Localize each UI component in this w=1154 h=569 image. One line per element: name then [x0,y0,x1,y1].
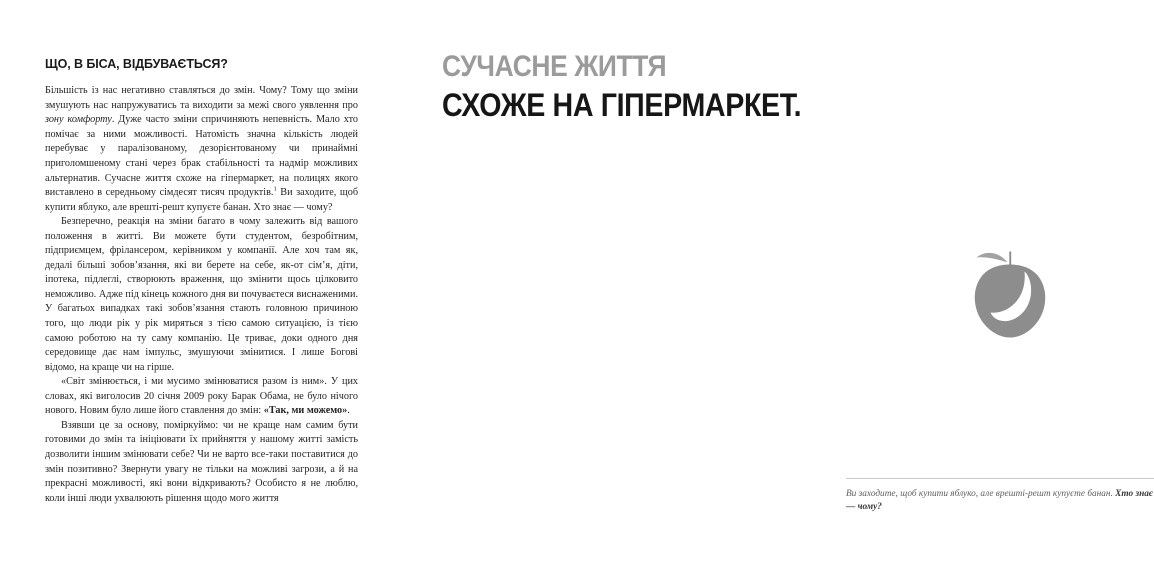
chapter-display-heading [442,50,802,123]
body-paragraph-4: Взявши це за основу, поміркуймо: чи не краще нам самим бути готовими до змін та ініціювати їх прийняття у нашому житті замість дозволити іншим змінювати себе? Чи не варто все-таки поставитися до змін позитивно? Звернути увагу не тільки на можливі загрози, а й на прекрасні можливості, які вони відкривають? Особисто я не люблю, коли інші люди ухвалюють рішення щодо мого життя [45,419,358,504]
caption-divider [846,478,1154,479]
body-paragraph-1: Більшість із нас негативно ставляться до змін. Чому? Тому що зміни змушують нас напружуватись та виходити за межі свого уявлення про зону комфорту. Дуже часто зміни спричиняють непевність. Мало хто помічає за ними можливості. Натомість значна кількість людей перебуває у паралізованому, дезорієнтованому чи принаймні приголомшеному стані через брак стабільності та надмір можливих альтернатив. Сучасне життя схоже на гіпермаркет, на полицях якого виставлено в середньому сімдесят тисяч продуктів.$^1$ Ви заходите, щоб купити яблуко, але врешті-решт купуєте банан. Хто знає — чому? [45,85,358,213]
body-paragraph-2: Безперечно, реакція на зміни багато в чому залежить від вашого положення в житті. Ви можете бути студентом, безробітним, підприємцем, фрілансером, керівником у компанії. Але хоч там як, дедалі більші зобов’язання, які ви берете на себе, як-от сім’я, діти, іпотека, підлеглі, створюють враження, що змінити щось цілковито неможливо. Адже під кінець кожного дня ви почуваєтеся виснаженими. У багатьох випадках такі зобов’язання стають головною причиною того, що люди рік у рік миряться з тією самою ситуацією, із тією самою роботою на ту саму компанію. Це триває, доки одного дня середовище дає нам імпульс, змушуючи змінитися. І лише Богові відомо, на краще чи на гірше. [45,216,358,373]
pull-quote-caption [846,478,1154,514]
apple-with-banana-cutout-icon [966,243,1054,339]
apple-leaf-icon [977,253,1008,263]
left-page-text-column [45,56,358,506]
right-page [400,0,1153,569]
apple-icon [966,243,1054,339]
body-paragraph-3: «Світ змінюється, і ми мусимо змінюватися разом із ним». У цих словах, які виголосив 20 січня 2009 року Барак Обама, не було нічого нового. Новим було лише його ставлення до змін: «Так, ми можемо». [45,376,358,417]
display-heading-line-1: СУЧАСНЕ ЖИТТЯ [442,50,667,83]
apple-stem-icon [1009,252,1011,267]
display-heading-line-2: СХОЖЕ НА ГІПЕРМАРКЕТ. [442,87,802,123]
page-title: ЩО, В БІСА, ВІДБУВАЄТЬСЯ? [45,56,228,71]
left-page [0,0,400,569]
caption-text: Ви заходите, щоб купити яблуко, але врешті-решт купуєте банан. Хто знає — чому? [846,489,1153,513]
apple-body-icon [975,265,1046,338]
